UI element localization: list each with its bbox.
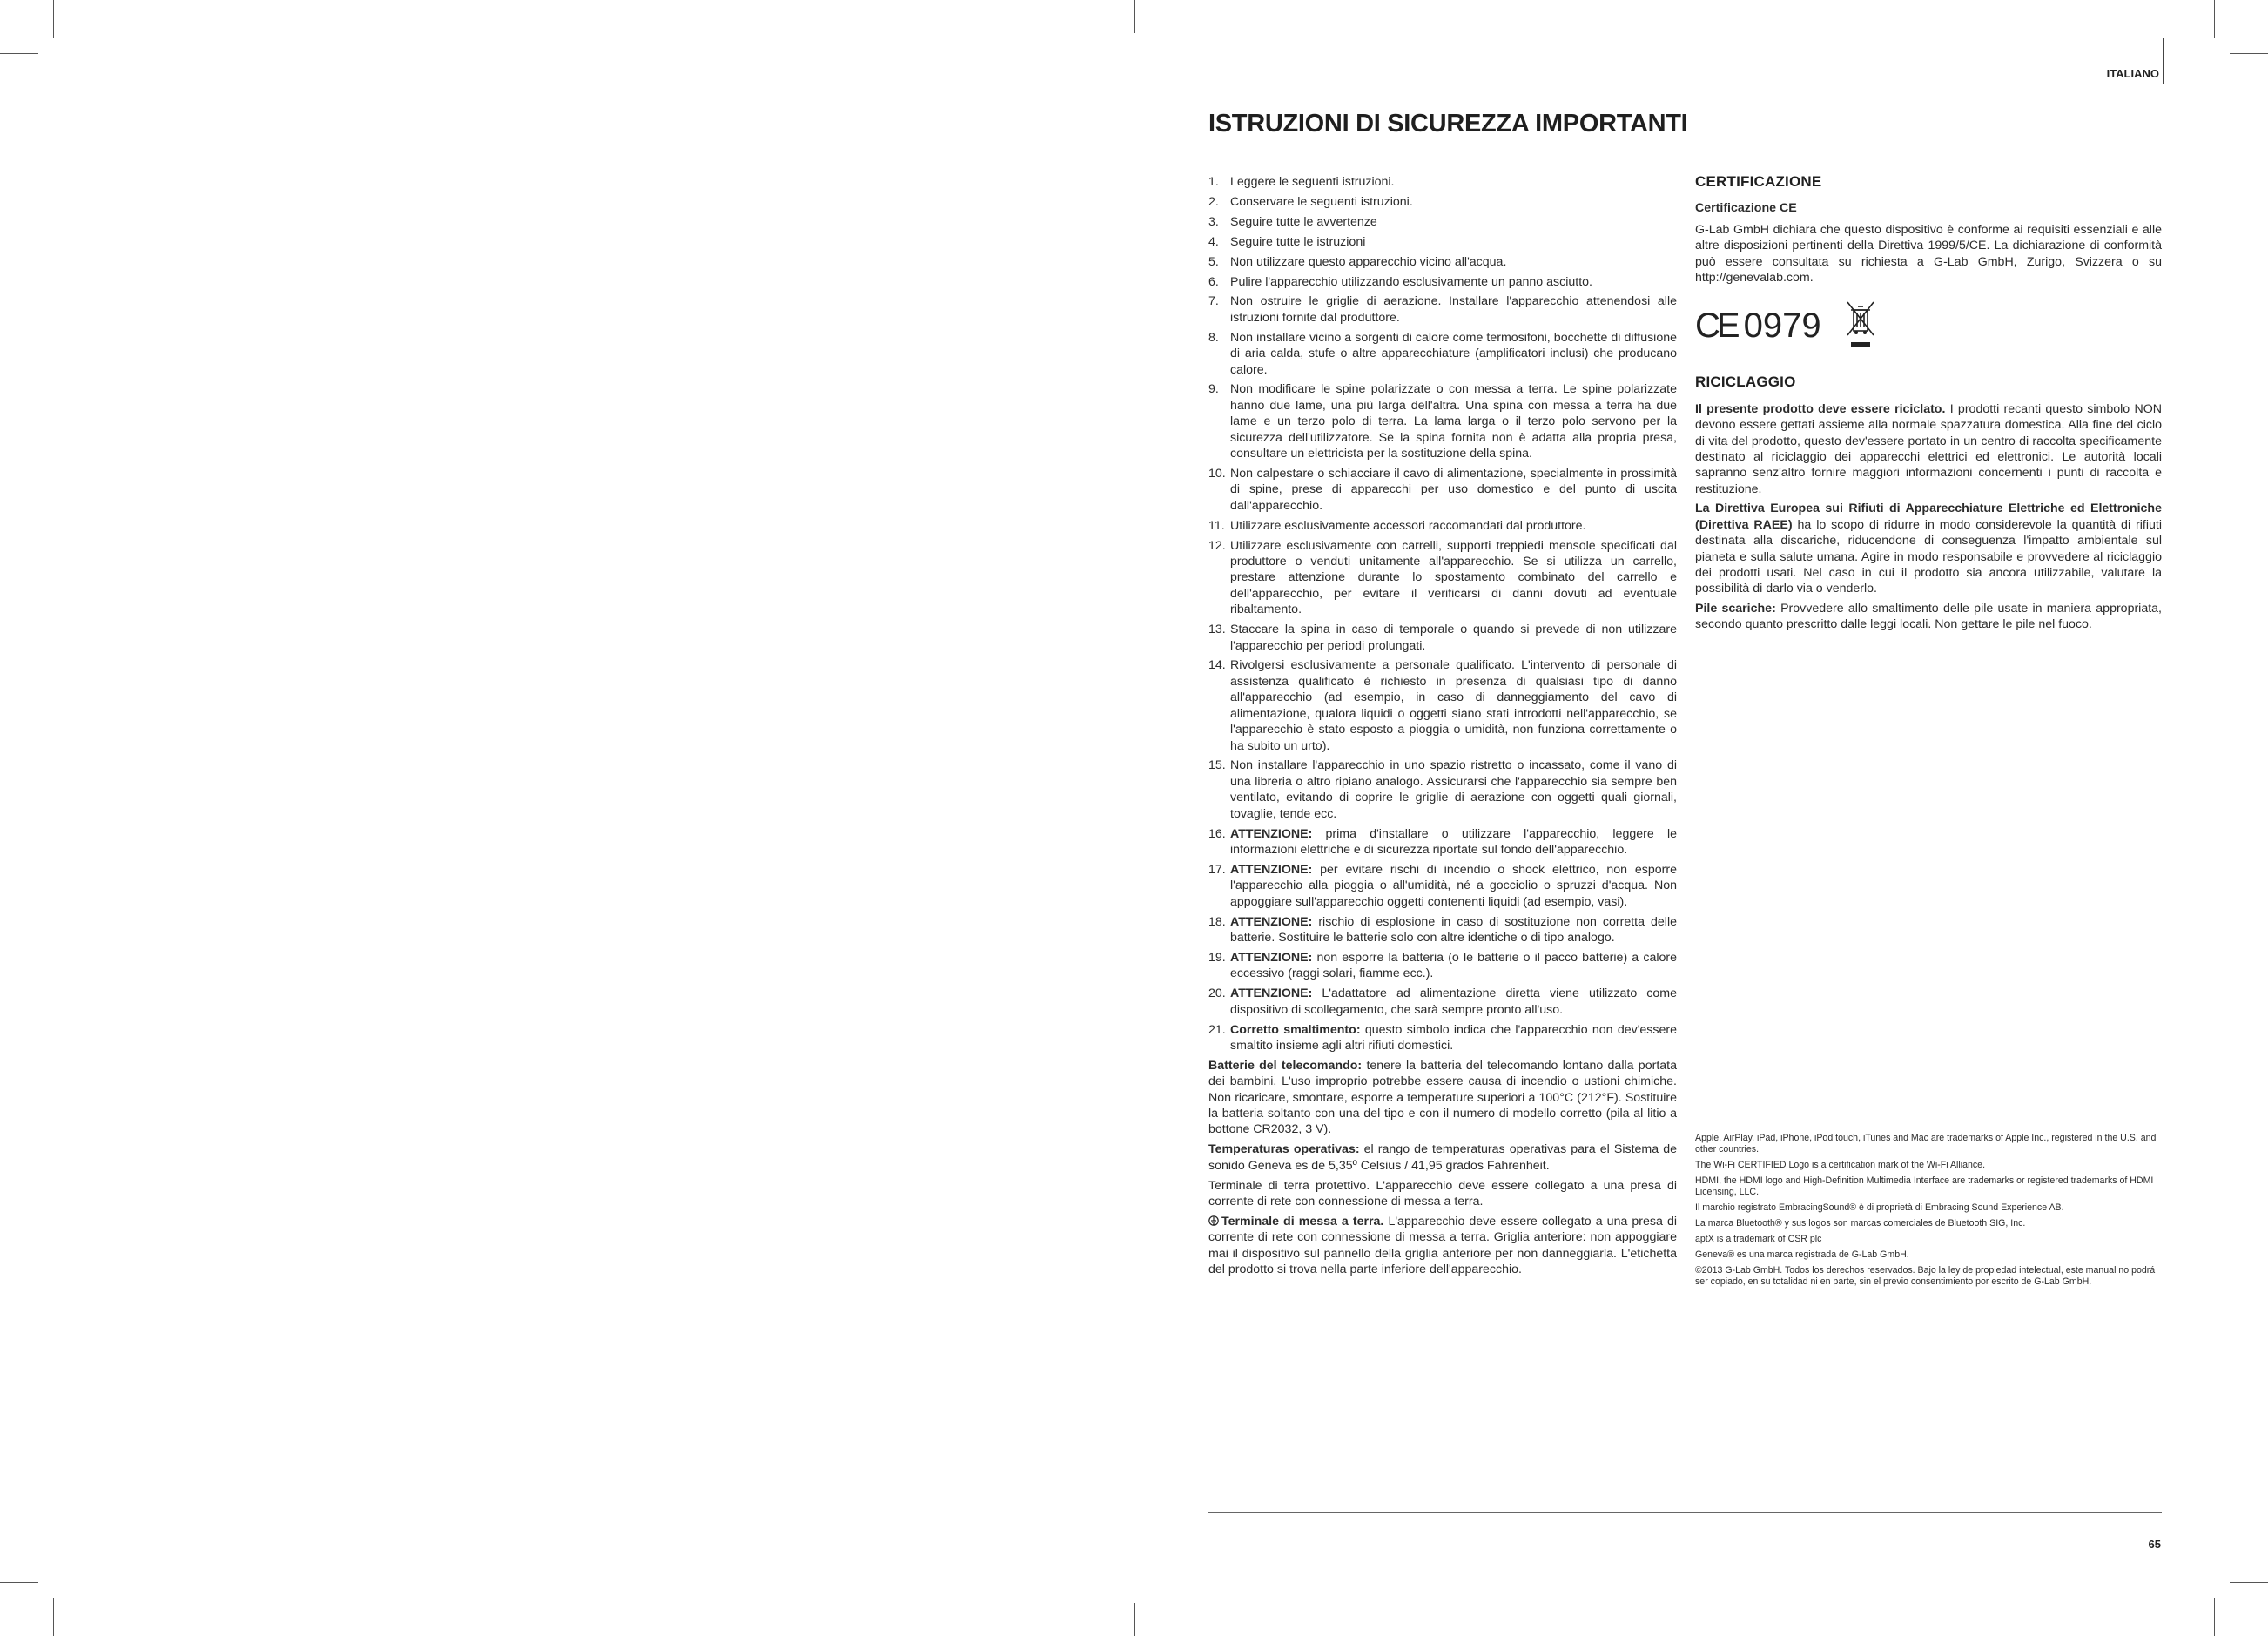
page-number: 65 — [2148, 1538, 2161, 1551]
instruction-number: 8. — [1208, 330, 1219, 345]
recycling-paragraph — [1695, 501, 2162, 596]
instruction-item — [1208, 214, 1677, 230]
crop-mark — [0, 1582, 38, 1583]
instruction-warning-label: ATTENZIONE: — [1230, 950, 1313, 965]
instruction-number: 16. — [1208, 826, 1226, 841]
instruction-warning-label: ATTENZIONE: — [1230, 826, 1313, 841]
instruction-text: Staccare la spina in caso di temporale o quando si prevede di non utilizzare l'apparecchio per periodi prolungati. — [1230, 623, 1677, 653]
instruction-number: 5. — [1208, 254, 1219, 269]
instruction-text: Non calpestare o schiacciare il cavo di alimentazione, specialmente in prossimità di spine, prese di apparecchi per uso domestico e del punto di uscita dall'apparecchio. — [1230, 467, 1677, 513]
instruction-text: Rivolgersi esclusivamente a personale qualificato. L'intervento di personale di assistenza qualificato è richiesto in presenza di qualsiasi tipo di danno all'apparecchio (ad esempio, in caso di danneggiamento del cavo di alimentazione, qualora liquidi o oggetti siano stati introdotti nell'apparecchio, se l'apparecchio è stato esposto a pioggia o umidità, non funziona correttamente o ha subito un urto). — [1230, 658, 1677, 753]
language-label: ITALIANO — [2106, 67, 2159, 80]
instruction-text: Non utilizzare questo apparecchio vicino all'acqua. — [1230, 254, 1507, 269]
crop-mark — [1134, 0, 1135, 33]
instruction-warning-label: Corretto smaltimento: — [1230, 1022, 1361, 1037]
instruction-item — [1208, 330, 1677, 378]
instruction-number: 13. — [1208, 623, 1226, 637]
instruction-text: Utilizzare esclusivamente accessori raccomandati dal produttore. — [1230, 518, 1586, 533]
instruction-text: Non installare vicino a sorgenti di calore come termosifoni, bocchette di diffusione di aria calda, stufe o altre apparecchiature (amplificatori inclusi) che producano calore. — [1230, 330, 1677, 377]
instruction-number: 4. — [1208, 234, 1219, 249]
instruction-number: 15. — [1208, 758, 1226, 773]
instruction-number: 6. — [1208, 274, 1219, 289]
crop-mark — [2214, 1598, 2215, 1636]
instruction-item — [1208, 950, 1677, 982]
instruction-item — [1208, 174, 1677, 190]
recycling-text: Provvedere allo smaltimento delle pile usate in maniera appropriata, secondo quanto prescritto dalle leggi locali. Non gettare le pile nel fuoco. — [1695, 601, 2162, 632]
instruction-number: 19. — [1208, 950, 1226, 965]
notice-bold-label: Batterie del telecomando: — [1208, 1058, 1363, 1073]
instruction-item — [1208, 757, 1677, 822]
crop-mark — [1134, 1603, 1135, 1636]
instruction-text: per evitare rischi di incendio o shock elettrico, non esporre l'apparecchio alla pioggia o all'umidità, né a gocciolio o spruzzi d'acqua. Non appoggiare sull'apparecchio oggetti contenenti liquidi (ad esempio, vasi). — [1230, 862, 1677, 909]
instruction-item — [1208, 254, 1677, 270]
instruction-item — [1208, 538, 1677, 618]
recycling-paragraphs — [1695, 401, 2162, 633]
instruction-item — [1208, 234, 1677, 250]
instruction-item — [1208, 194, 1677, 210]
instruction-text: Non modificare le spine polarizzate o con messa a terra. Le spine polarizzate hanno due lame, una più larga dell'altra. Una spina con messa a terra ha due lame e un terzo polo di terra. La lama larga o il terzo polo servono per la sicurezza dell'utilizzatore. Se la spina fornita non è adatta alla propria presa, consultare un elettricista per la sostituzione della spina. — [1230, 382, 1677, 461]
instructions-list — [1208, 174, 1677, 1054]
extra-paragraphs — [1208, 1058, 1677, 1278]
instruction-number: 12. — [1208, 538, 1226, 553]
instruction-text: Non ostruire le griglie di aerazione. Installare l'apparecchio attenendosi alle istruzioni fornite dal produttore. — [1230, 294, 1677, 325]
instruction-text: L'adattatore ad alimentazione diretta viene utilizzato come dispositivo di scollegamento, che sarà sempre pronto all'uso. — [1230, 986, 1677, 1017]
notice-bold-label: Terminale di messa a terra. — [1221, 1214, 1384, 1229]
recycling-bold-label: La Direttiva Europea sui Rifiuti di Apparecchiature Elettriche ed Elettroniche (Direttiva RAEE) — [1695, 502, 2162, 532]
instruction-number: 3. — [1208, 214, 1219, 229]
instruction-item — [1208, 986, 1677, 1018]
recycling-bold-label: Il presente prodotto deve essere riciclato. — [1695, 401, 1946, 416]
instruction-text: Seguire tutte le avvertenze — [1230, 214, 1377, 229]
trademark-notices — [1695, 1133, 2162, 1292]
instruction-item — [1208, 622, 1677, 654]
instruction-item — [1208, 274, 1677, 290]
instruction-item — [1208, 518, 1677, 534]
instruction-number: 14. — [1208, 658, 1226, 673]
trademark-notice: aptX is a trademark of CSR plc — [1695, 1234, 1822, 1244]
instruction-number: 18. — [1208, 914, 1226, 929]
notice-paragraph — [1208, 1178, 1677, 1210]
notice-text: L'apparecchio deve essere collegato a una presa di corrente di rete con connessione di messa a terra. Griglia anteriore: non appoggiare mai il dispositivo sul pannello della griglia anteriore per non danneggiarla. L'etichetta del prodotto si trova nella parte inferiore dell'apparecchio. — [1208, 1214, 1678, 1277]
page-title: ISTRUZIONI DI SICUREZZA IMPORTANTI — [1208, 110, 1688, 138]
certification-subheading: Certificazione CE — [1695, 201, 1797, 216]
instruction-number: 9. — [1208, 382, 1219, 397]
instruction-item — [1208, 466, 1677, 514]
instruction-number: 17. — [1208, 862, 1226, 877]
instruction-text: Leggere le seguenti istruzioni. — [1230, 175, 1395, 189]
instruction-text: Utilizzare esclusivamente con carrelli, supporti treppiedi mensole specificati dal produttore o venduti unitamente all'apparecchio. Se si utilizza un carrello, prestare attenzione durante lo spostamento combinato del carrello e dell'apparecchio, per evitare il verificarsi di danni dovuti ad eventuale ribaltamento. — [1230, 538, 1677, 617]
instruction-number: 10. — [1208, 467, 1226, 481]
trademark-notice: La marca Bluetooth® y sus logos son marcas comerciales de Bluetooth SIG, Inc. — [1695, 1218, 2026, 1229]
crop-mark — [2214, 0, 2215, 38]
instruction-item — [1208, 1022, 1677, 1054]
certification-heading: CERTIFICAZIONE — [1695, 173, 1822, 190]
notice-text: Terminale di terra protettivo. L'apparecchio deve essere collegato a una presa di corrente di rete con connessione di messa a terra. — [1208, 1178, 1677, 1209]
notice-paragraph — [1208, 1214, 1677, 1278]
instruction-text: Conservare le seguenti istruzioni. — [1230, 194, 1413, 209]
instruction-text: prima d'installare o utilizzare l'apparecchio, leggere le informazioni elettriche e di sicurezza riportate sul fondo dell'apparecchio. — [1230, 826, 1677, 857]
instruction-warning-label: ATTENZIONE: — [1230, 862, 1313, 877]
ground-symbol-icon — [1208, 1215, 1219, 1226]
notice-bold-label: Temperaturas operativas: — [1208, 1142, 1360, 1157]
instruction-number: 1. — [1208, 175, 1219, 189]
notice-text: el rango de temperaturas operativas para el Sistema de sonido Geneva es de 5,35º Celsius / 41,95 grados Fahrenheit. — [1208, 1142, 1677, 1173]
instruction-text: rischio di esplosione in caso di sostituzione non corretta delle batterie. Sostituire le batterie solo con altre identiche o di tipo analogo. — [1230, 914, 1677, 945]
recycling-text: ha lo scopo di ridurre in modo considerevole la quantità di rifiuti destinata alla discariche, riducendone di conseguenza l'impatto ambientale sul pianeta e sulla salute umana. Agire in modo responsabile e provvedere al riciclaggio dei prodotti usati. Nel caso in cui il prodotto sia ancora utilizzabile, valutare la possibilità di darlo via o venderlo. — [1695, 517, 2162, 596]
instruction-text: Seguire tutte le istruzioni — [1230, 234, 1366, 249]
instruction-number: 7. — [1208, 294, 1219, 309]
instruction-item — [1208, 862, 1677, 910]
notice-paragraph — [1208, 1141, 1677, 1174]
trademark-notice: Geneva® es una marca registrada de G-Lab GmbH. — [1695, 1249, 1909, 1260]
certification-column — [1695, 174, 2162, 636]
crop-mark — [53, 1598, 54, 1636]
ce-notified-body-number: 0979 — [1743, 306, 1821, 346]
crossed-bin-icon — [1846, 300, 1875, 351]
instruction-number: 20. — [1208, 986, 1226, 1001]
ce-marking — [1695, 300, 2162, 352]
ce-mark-icon: CE — [1695, 306, 1737, 346]
instruction-item — [1208, 826, 1677, 858]
instruction-number: 2. — [1208, 194, 1219, 209]
footer-divider — [1208, 1512, 2162, 1513]
notice-paragraph — [1208, 1058, 1677, 1138]
trademark-notice: The Wi-Fi CERTIFIED Logo is a certification mark of the Wi-Fi Alliance. — [1695, 1160, 1986, 1170]
certification-text: G-Lab GmbH dichiara che questo dispositivo è conforme ai requisiti essenziali e alle altre disposizioni pertinenti della Direttiva 1999/5/CE. La dichiarazione di conformità può essere consultata su richiesta a G-Lab GmbH, Zurigo, Svizzera o su http://genevalab.com. — [1695, 222, 2162, 286]
recycling-heading: RICICLAGGIO — [1695, 374, 1796, 391]
trademark-notice: ©2013 G-Lab GmbH. Todos los derechos reservados. Bajo la ley de propiedad intelectual, este manual no podrá ser copiado, en su totalidad ni en parte, sin el previo consentimiento por escrito de G-Lab GmbH. — [1695, 1265, 2156, 1287]
instruction-item — [1208, 293, 1677, 326]
instruction-warning-label: ATTENZIONE: — [1230, 986, 1313, 1001]
recycling-paragraph — [1695, 401, 2162, 497]
trademark-notice: Apple, AirPlay, iPad, iPhone, iPod touch, iTunes and Mac are trademarks of Apple Inc., registered in the U.S. and other countries. — [1695, 1133, 2157, 1155]
instruction-item — [1208, 914, 1677, 946]
instruction-number: 21. — [1208, 1022, 1226, 1037]
crop-mark — [2230, 1582, 2268, 1583]
instruction-text: Non installare l'apparecchio in uno spazio ristretto o incassato, come il vano di una libreria o altro ripiano analogo. Assicurarsi che l'apparecchio sia sempre ben ventilato, evitando di coprire le griglie di aerazione con oggetti quali giornali, tovaglie, tende ecc. — [1230, 758, 1677, 821]
recycling-text: I prodotti recanti questo simbolo NON devono essere gettati assieme alla normale spazzatura domestica. Alla fine del ciclo di vita del prodotto, questo dev'essere portato in un centro di raccolta specificamente destinato al riciclaggio dei apparecchi elettrici ed elettronici. Le autorità locali sapranno senz'altro fornire maggiori informazioni concernenti i punti di raccolta e restituzione. — [1695, 401, 2162, 496]
safety-instructions-column — [1208, 174, 1677, 1282]
instruction-text: non esporre la batteria (o le batterie o il pacco batterie) a calore eccessivo (raggi solari, fiamme ecc.). — [1230, 950, 1677, 981]
instruction-item — [1208, 657, 1677, 753]
language-divider — [2163, 38, 2164, 84]
instruction-warning-label: ATTENZIONE: — [1230, 914, 1313, 929]
crop-mark — [2230, 53, 2268, 54]
instruction-number: 11. — [1208, 518, 1225, 533]
notice-text: tenere la batteria del telecomando lontano dalla portata dei bambini. L'uso improprio potrebbe essere causa di incendio o ustioni chimiche. Non ricaricare, smontare, esporre a temperature superiori a 100°C (212°F). Sostituire la batteria soltanto con una del tipo e con il numero di modello corretto (pila al litio a bottone CR2032, 3 V). — [1208, 1058, 1677, 1137]
crop-mark — [0, 53, 38, 54]
instruction-text: Pulire l'apparecchio utilizzando esclusivamente un panno asciutto. — [1230, 274, 1592, 289]
recycling-bold-label: Pile scariche: — [1695, 601, 1776, 616]
recycling-paragraph — [1695, 601, 2162, 633]
crop-mark — [53, 0, 54, 38]
trademark-notice: HDMI, the HDMI logo and High-Definition Multimedia Interface are trademarks or registered trademarks of HDMI Licensing, LLC. — [1695, 1175, 2154, 1197]
instruction-item — [1208, 381, 1677, 461]
trademark-notice: Il marchio registrato EmbracingSound® è di proprietà di Embracing Sound Experience AB. — [1695, 1202, 2064, 1213]
instruction-text: questo simbolo indica che l'apparecchio non dev'essere smaltito insieme agli altri rifiuti domestici. — [1230, 1022, 1677, 1053]
